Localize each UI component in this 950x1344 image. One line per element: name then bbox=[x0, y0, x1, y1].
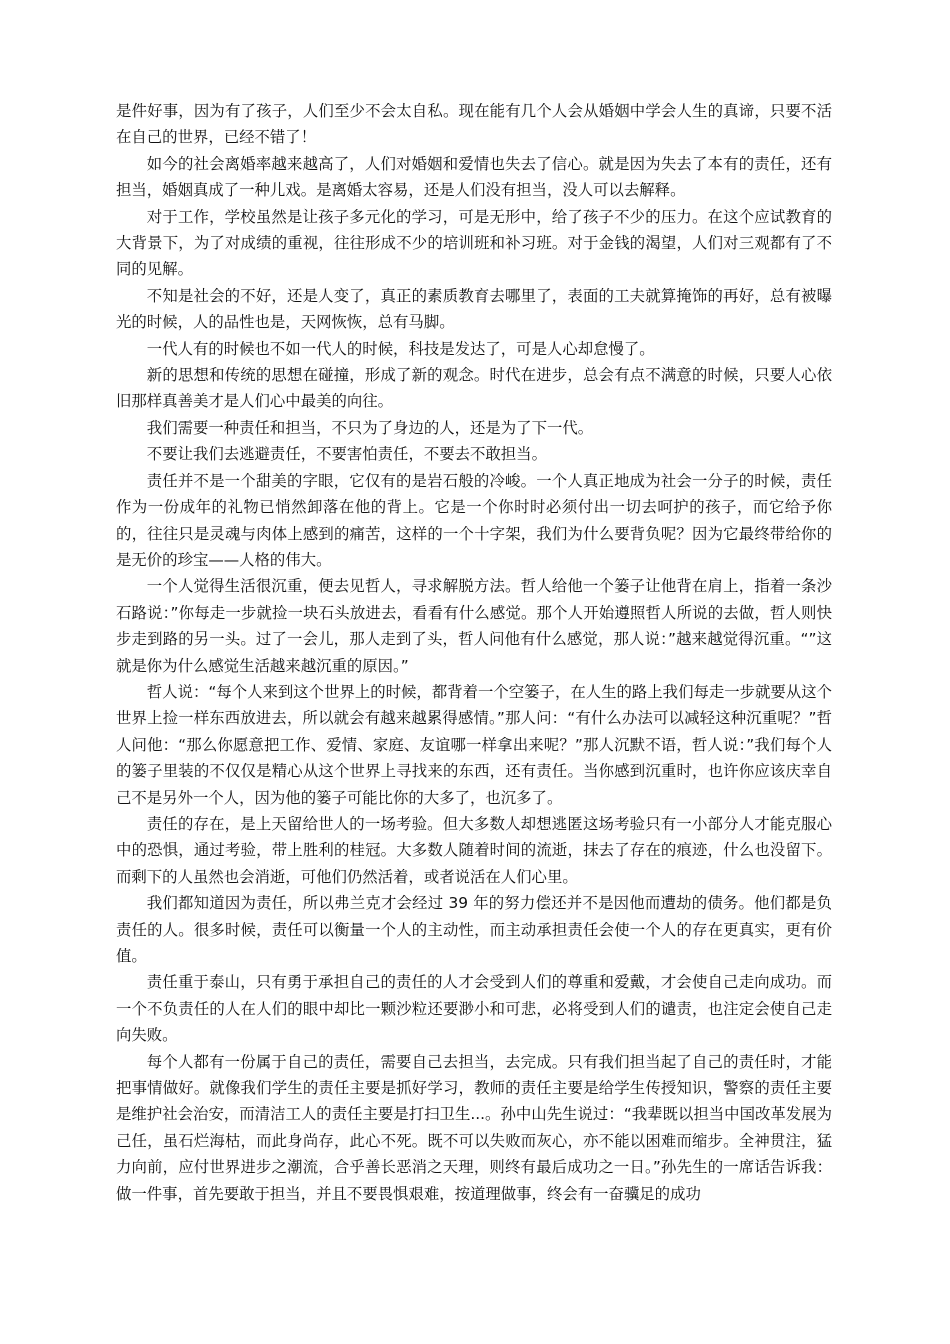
paragraph-13: 我们都知道因为责任，所以弗兰克才会经过 39 年的努力偿还并不是因他而遭劫的债务。他们都是负责任的人。很多时候，责任可以衡量一个人的主动性，而主动承担责任会使一个人的存在更真实，更有价值。 bbox=[116, 894, 832, 965]
paragraph-3: 对于工作，学校虽然是让孩子多元化的学习，可是无形中，给了孩子不少的压力。在这个应试教育的大背景下，为了对成绩的重视，往往形成不少的培训班和补习班。对于金钱的渴望，人们对三观都有了不同的见解。 bbox=[116, 207, 832, 279]
paragraph-11: 哲人说：“每个人来到这个世界上的时候，都背着一个空篓子，在人生的路上我们每走一步就要从这个世界上捡一样东西放进去，所以就会有越来越累得感情。”那人问：“有什么办法可以减轻这种沉重呢？”哲人问他：“那么你愿意把工作、爱情、家庭、友谊哪一样拿出来呢？”那人沉默不语，哲人说：”我们每个人的篓子里装的不仅仅是精心从这个世界上寻找来的东西，还有责任。当你感到沉重时，也许你应该庆幸自己不是另外一个人，因为他的篓子可能比你的大多了，也沉多了。 bbox=[116, 682, 832, 807]
paragraph-1: 是件好事，因为有了孩子，人们至少不会太自私。现在能有几个人会从婚姻中学会人生的真谛，只要不活在自己的世界，已经不错了！ bbox=[116, 102, 832, 147]
paragraph-7: 我们需要一种责任和担当，不只为了身边的人，还是为了下一代。 bbox=[146, 418, 594, 437]
paragraph-6: 新的思想和传统的思想在碰撞，形成了新的观念。时代在进步，总会有点不满意的时候，只要人心依旧那样真善美才是人们心中最美的向往。 bbox=[116, 366, 832, 411]
paragraph-15: 每个人都有一份属于自己的责任，需要自己去担当，去完成。只有我们担当起了自己的责任时，才能把事情做好。就像我们学生的责任主要是抓好学习，教师的责任主要是给学生传授知识，警察的责任主要是维护社会治安，而清洁工人的责任主要是打扫卫生...。孙中山先生说过：“我辈既以担当中国改革发展为己任，虽石烂海枯，而此身尚存，此心不死。既不可以失败而灰心，亦不能以困难而缩步。全神贯注，猛力向前，应付世界进步之潮流，合乎善长恶消之天理，则终有最后成功之一日。”孙先生的一席话告诉我：做一件事，首先要敢于担当，并且不要畏惧艰难，按道理做事，终会有一奋骥足的成功 bbox=[116, 1052, 832, 1203]
paragraph-5: 一代人有的时候也不如一代人的时候，科技是发达了，可是人心却怠慢了。 bbox=[146, 339, 655, 358]
paragraph-2: 如今的社会离婚率越来越高了，人们对婚姻和爱情也失去了信心。就是因为失去了本有的责任，还有担当，婚姻真成了一种儿戏。是离婚太容易，还是人们没有担当，没人可以去解释。 bbox=[116, 154, 832, 200]
document-body bbox=[116, 98, 832, 1207]
paragraph-4: 不知是社会的不好，还是人变了，真正的素质教育去哪里了，表面的工夫就算掩饰的再好，总有被曝光的时候，人的品性也是，天网恢恢，总有马脚。 bbox=[116, 286, 832, 332]
paragraph-9: 责任并不是一个甜美的字眼，它仅有的是岩石般的冷峻。一个人真正地成为社会一分子的时候，责任作为一份成年的礼物已悄然卸落在他的背上。它是一个你时时必须付出一切去呵护的孩子，而它给予你的，往往只是灵魂与肉体上感到的痛苦，这样的一个十字架，我们为什么要背负呢？因为它最终带给你的是无价的珍宝——人格的伟大。 bbox=[116, 471, 832, 569]
paragraph-10: 一个人觉得生活很沉重，便去见哲人，寻求解脱方法。哲人给他一个篓子让他背在肩上，指着一条沙石路说：”你每走一步就捡一块石头放进去，看看有什么感觉。那个人开始遵照哲人所说的去做，哲人则快步走到路的另一头。过了一会儿，那人走到了头，哲人问他有什么感觉，那人说：”越来越觉得沉重。“”这就是你为什么感觉生活越来越沉重的原因。” bbox=[116, 577, 832, 675]
paragraph-8: 不要让我们去逃避责任，不要害怕责任，不要去不敢担当。 bbox=[146, 445, 547, 464]
paragraph-12: 责任的存在，是上天留给世人的一场考验。但大多数人却想逃匿这场考验只有一小部分人才能克服心中的恐惧，通过考验，带上胜利的桂冠。大多数人随着时间的流逝，抹去了存在的痕迹，什么也没留下。而剩下的人虽然也会消逝，可他们仍然活着，或者说活在人们心里。 bbox=[116, 814, 832, 886]
paragraph-14: 责任重于泰山，只有勇于承担自己的责任的人才会受到人们的尊重和爱戴，才会使自己走向成功。而一个不负责任的人在人们的眼中却比一颗沙粒还要渺小和可悲，必将受到人们的谴责，也注定会使自己走向失败。 bbox=[116, 973, 832, 1045]
